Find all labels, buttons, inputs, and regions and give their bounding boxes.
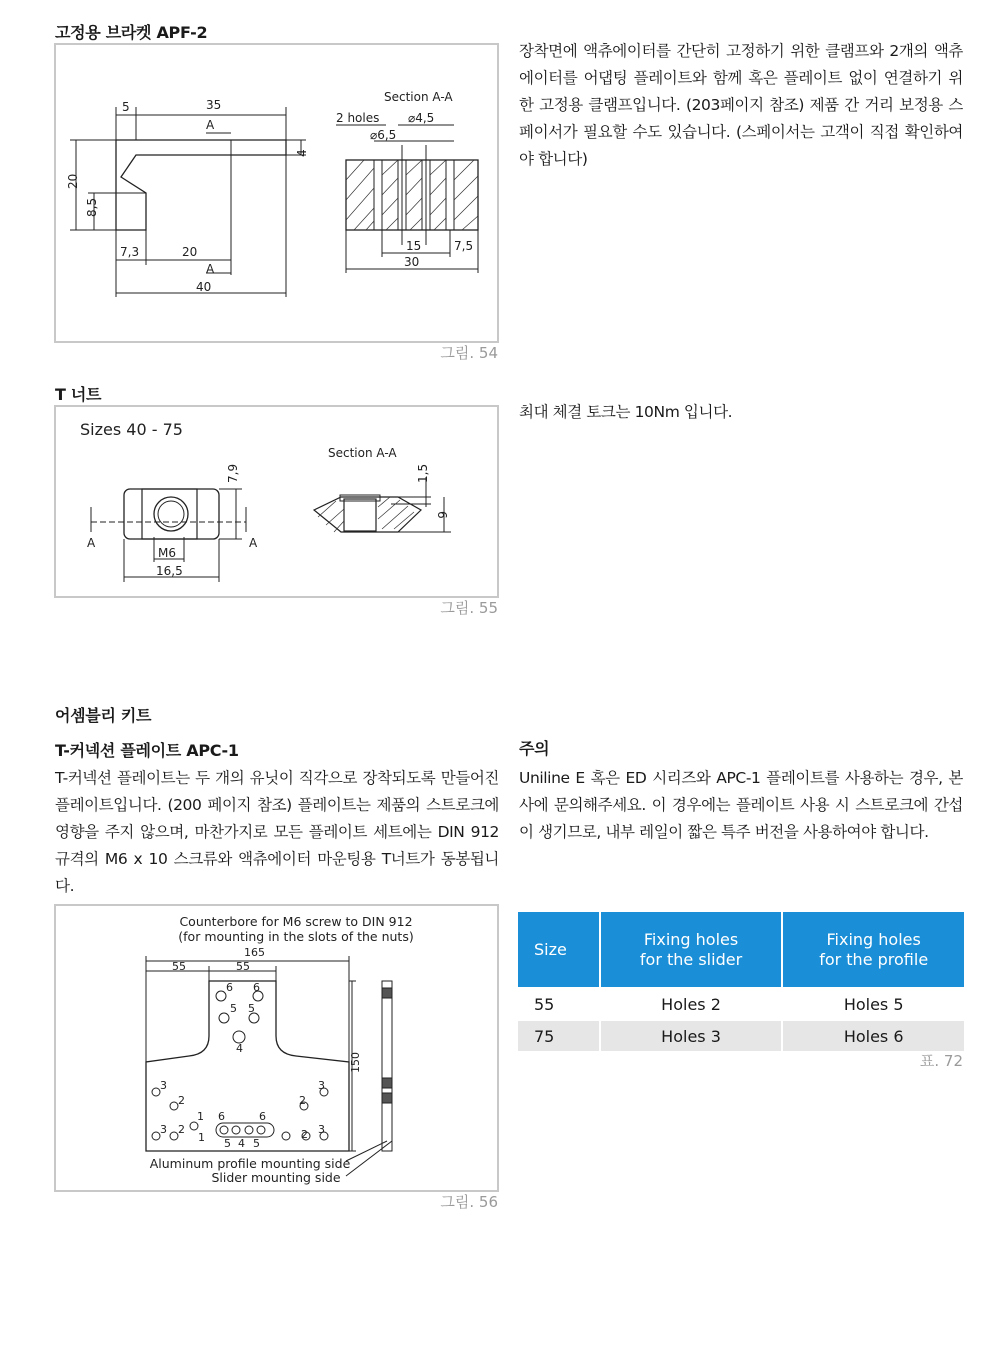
hole-num: 2 <box>178 1123 185 1136</box>
hole-num: 6 <box>253 981 260 994</box>
dim-20: 20 <box>182 245 198 259</box>
dim-40: 40 <box>196 280 212 294</box>
hole-num: 4 <box>238 1137 245 1150</box>
dim-20-vert: 20 <box>66 173 80 189</box>
cell-size: 75 <box>518 1021 599 1051</box>
dim-7-5: 7,5 <box>454 239 474 253</box>
cell-size: 55 <box>518 989 599 1019</box>
figure-56-caption: 그림. 56 <box>440 1193 498 1211</box>
header-profile <box>783 912 964 987</box>
hole-num: 1 <box>197 1110 204 1123</box>
apf2-technical-drawing <box>56 45 501 345</box>
dim-8-5: 8,5 <box>85 197 99 217</box>
aluminum-profile-side-label: Aluminum profile mounting side <box>149 1156 351 1171</box>
header-slider-line1: Fixing holes <box>643 929 739 949</box>
section-title-apf2: 고정용 브라켓 APF-2 <box>55 23 208 42</box>
cell-profile: Holes 5 <box>783 989 964 1019</box>
hole-diameter-small: ⌀4,5 <box>408 111 435 125</box>
dim-55-right: 55 <box>236 960 250 973</box>
figure-54-caption: 그림. 54 <box>440 344 498 362</box>
figure-55-caption: 그림. 55 <box>440 599 498 617</box>
dim-16-5: 16,5 <box>156 564 183 578</box>
section3-description: T-커넥션 플레이트는 두 개의 유닛이 직각으로 장착되도록 만들어진 플레이트입니다. (200 페이지 참조) 플레이트는 제품의 스트로크에 영향을 주지 않으며, 마찬가지로 모든 플레이트 세트에는 DIN 912 규격의 M6 x 10 스크류와 액츄에이터 마운팅용 T너트가 동봉됩니다. <box>55 769 499 895</box>
dim-4: 4 <box>295 149 309 157</box>
sizes-label: Sizes 40 - 75 <box>80 420 183 439</box>
notice-text: Uniline E 혹은 ED 시리즈와 APC-1 플레이트를 사용하는 경우, 본사에 문의해주세요. 이 경우에는 플레이트 사용 시 스트로크에 간섭이 생기므로, 내부 레일이 짧은 특주 버전을 사용하여야 합니다. <box>519 769 963 841</box>
fixing-holes-table <box>516 910 966 1053</box>
section1-description: 장착면에 액츄에이터를 간단히 고정하기 위한 클램프와 2개의 액츄에이터를 어댑팅 플레이트와 함께 혹은 플레이트 없이 연결하기 위한 고정용 클램프입니다. (203페이지 참조) 제품 간 거리 보정용 스페이서가 필요할 수도 있습니다. (스페이서는 고객이 직접 확인하여야 합니다) <box>519 42 963 168</box>
hole-num: 3 <box>160 1123 167 1136</box>
section-title-assembly-kit: 어셈블리 키트 <box>55 706 152 725</box>
table-row <box>518 1021 964 1051</box>
section-a-a-label: Section A-A <box>384 90 453 104</box>
holes-count-label: 2 holes <box>336 111 380 125</box>
section2-description: 최대 체결 토크는 10Nm 입니다. <box>519 403 733 421</box>
hole-num: 5 <box>248 1002 255 1015</box>
figure-56-drawing <box>54 904 499 1192</box>
hole-num: 2 <box>178 1094 185 1107</box>
hole-num: 4 <box>236 1042 243 1055</box>
table-row <box>518 989 964 1019</box>
header-slider-line2: for the slider <box>639 949 743 969</box>
notice-title: 주의 <box>519 739 550 758</box>
slider-mounting-side-label: Slider mounting side <box>211 1170 341 1185</box>
dim-165: 165 <box>244 946 265 959</box>
cell-slider: Holes 3 <box>601 1021 782 1051</box>
dim-1-5: 1,5 <box>416 463 430 483</box>
hole-num: 5 <box>230 1002 237 1015</box>
dim-a-right: A <box>249 536 258 550</box>
hole-num: 2 <box>299 1094 306 1107</box>
apc1-technical-drawing <box>56 906 501 1194</box>
hole-num: 6 <box>226 981 233 994</box>
section-title-t-nut: T 너트 <box>55 385 102 404</box>
dim-15: 15 <box>406 239 422 253</box>
hole-num: 6 <box>218 1110 225 1123</box>
dim-7-9: 7,9 <box>226 463 240 483</box>
dim-55-left: 55 <box>172 960 186 973</box>
counterbore-sub-label: (for mounting in the slots of the nuts) <box>178 929 414 944</box>
cell-profile: Holes 6 <box>783 1021 964 1051</box>
dim-a-bottom: A <box>206 262 215 276</box>
hole-num: 3 <box>318 1079 325 1092</box>
table-header-row <box>518 912 964 987</box>
hole-num: 5 <box>224 1137 231 1150</box>
dim-150: 150 <box>349 1052 362 1073</box>
hole-num: 1 <box>198 1131 205 1144</box>
dim-35: 35 <box>206 98 222 112</box>
dim-a-left: A <box>87 536 96 550</box>
figure-55-drawing <box>54 405 499 598</box>
dim-m6: M6 <box>158 546 176 560</box>
hole-num: 2 <box>301 1128 308 1141</box>
header-profile-line2: for the profile <box>819 949 929 969</box>
table-72-caption: 표. 72 <box>919 1052 963 1070</box>
hole-num: 3 <box>160 1079 167 1092</box>
dim-30: 30 <box>404 255 420 269</box>
counterbore-label: Counterbore for M6 screw to DIN 912 <box>179 914 413 929</box>
header-slider <box>601 912 782 987</box>
header-profile-line1: Fixing holes <box>826 929 921 949</box>
hole-diameter-large: ⌀6,5 <box>370 128 397 142</box>
subtitle-apc1: T-커넥션 플레이트 APC-1 <box>55 741 239 760</box>
hole-num: 3 <box>318 1123 325 1136</box>
header-size: Size <box>518 912 599 987</box>
fixing-holes-table-wrapper <box>516 910 966 1053</box>
dim-5: 5 <box>122 100 130 114</box>
figure-54-drawing <box>54 43 499 343</box>
dim-6: 6 <box>435 511 449 519</box>
t-nut-section-a-a-label: Section A-A <box>328 446 397 460</box>
dim-a-top: A <box>206 118 215 132</box>
t-nut-technical-drawing <box>56 407 501 600</box>
hole-num: 5 <box>253 1137 260 1150</box>
cell-slider: Holes 2 <box>601 989 782 1019</box>
hole-num: 6 <box>259 1110 266 1123</box>
dim-7-3: 7,3 <box>120 245 140 259</box>
